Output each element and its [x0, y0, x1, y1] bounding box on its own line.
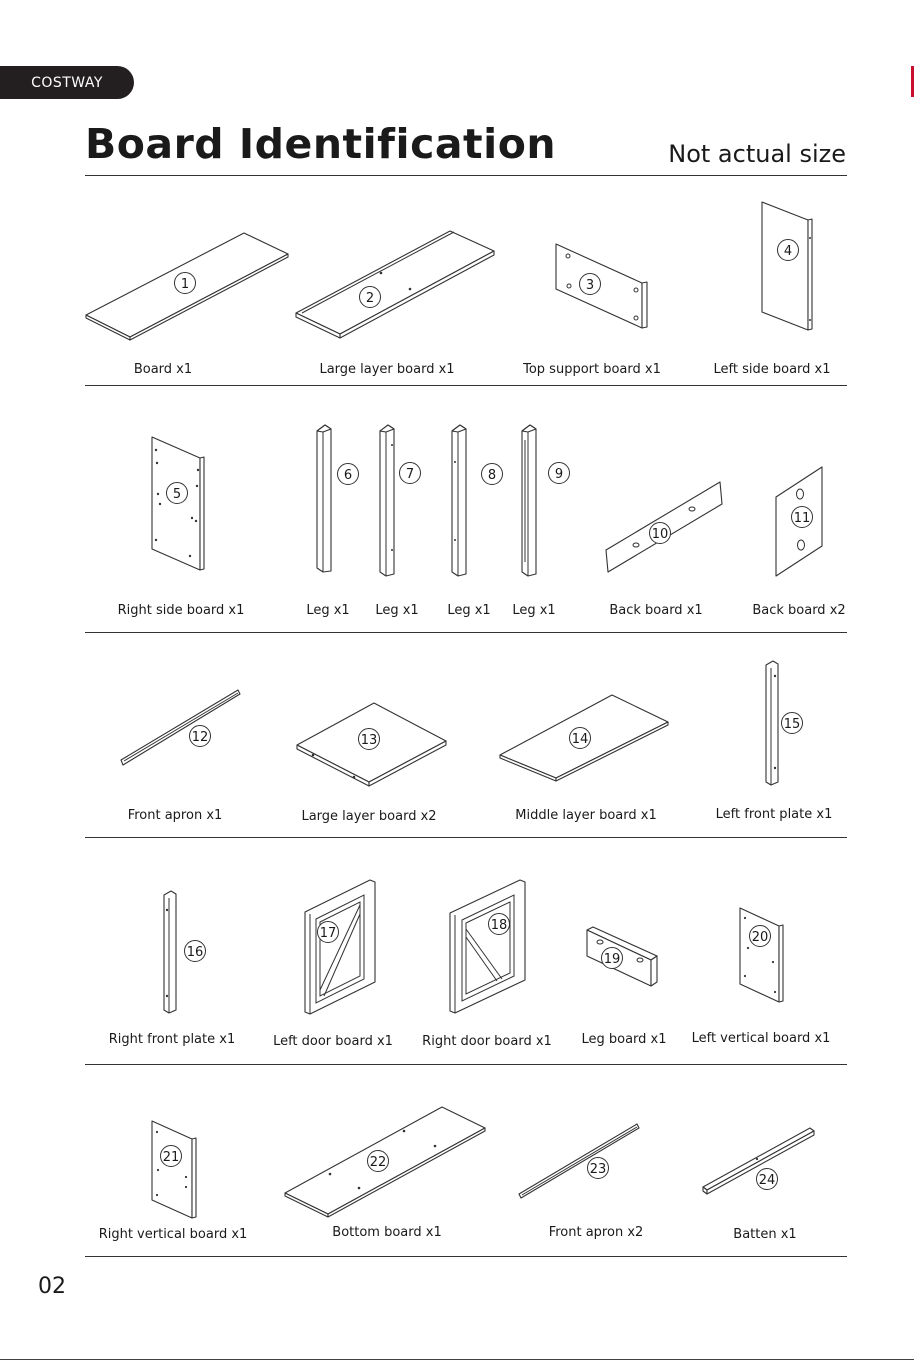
- part-number-badge-14: [570, 728, 591, 749]
- part-number-17: 17: [319, 926, 337, 941]
- part-label-6: Leg x1: [306, 603, 350, 618]
- part-number-badge-4: [778, 240, 799, 261]
- part-number-9: 9: [554, 467, 564, 482]
- part-number-badge-23: [588, 1158, 609, 1179]
- part-9-drawing: [522, 425, 536, 576]
- part-label-17: Left door board x1: [273, 1034, 393, 1049]
- part-18-drawing: [450, 880, 525, 1013]
- part-4-drawing: [762, 202, 812, 330]
- page-title: Board Identification: [85, 120, 557, 168]
- part-label-12: Front apron x1: [127, 808, 223, 823]
- part-15-drawing: [766, 661, 778, 785]
- part-number-24: 24: [758, 1173, 776, 1188]
- part-number-18: 18: [490, 918, 508, 933]
- part-label-20: Left vertical board x1: [691, 1031, 831, 1046]
- part-number-badge-2: [360, 287, 381, 308]
- part-label-22: Bottom board x1: [332, 1225, 442, 1240]
- brand-logo: COSTWAY: [0, 66, 134, 99]
- part-label-19: Leg board x1: [581, 1032, 667, 1047]
- part-number-badge-18: [489, 914, 510, 935]
- part-label-1: Board x1: [133, 362, 193, 377]
- page-number: 02: [38, 1274, 66, 1299]
- part-number-11: 11: [793, 511, 811, 526]
- part-number-badge-17: [318, 922, 339, 943]
- part-number-12: 12: [191, 730, 209, 745]
- part-number-1: 1: [180, 277, 190, 292]
- part-number-13: 13: [360, 733, 378, 748]
- part-23-drawing: [519, 1124, 639, 1198]
- part-number-badge-15: [782, 713, 803, 734]
- part-number-badge-24: [757, 1169, 778, 1190]
- part-number-badge-5: [167, 483, 188, 504]
- part-number-21: 21: [162, 1150, 180, 1165]
- part-label-5: Right side board x1: [117, 603, 245, 618]
- part-number-badge-8: [482, 464, 503, 485]
- part-number-badge-11: [792, 507, 813, 528]
- part-number-14: 14: [571, 732, 589, 747]
- part-number-badge-19: [602, 948, 623, 969]
- part-number-4: 4: [783, 244, 793, 259]
- part-number-22: 22: [369, 1155, 387, 1170]
- part-16-drawing: [164, 891, 176, 1013]
- part-label-4: Left side board x1: [713, 362, 831, 377]
- part-label-7: Leg x1: [375, 603, 419, 618]
- part-label-16: Right front plate x1: [108, 1032, 236, 1047]
- part-label-13: Large layer board x2: [301, 809, 437, 824]
- part-label-23: Front apron x2: [548, 1225, 644, 1240]
- part-20-drawing: [740, 908, 783, 1002]
- part-number-7: 7: [405, 467, 415, 482]
- page-subtitle: Not actual size: [668, 140, 846, 168]
- part-number-2: 2: [365, 291, 375, 306]
- part-label-21: Right vertical board x1: [98, 1227, 248, 1242]
- part-number-badge-1: [175, 273, 196, 294]
- part-6-drawing: [317, 425, 331, 572]
- part-number-15: 15: [783, 717, 801, 732]
- part-17-drawing: [305, 880, 375, 1014]
- part-label-15: Left front plate x1: [715, 807, 833, 822]
- part-number-badge-21: [161, 1146, 182, 1167]
- part-number-8: 8: [487, 468, 497, 483]
- part-label-9: Leg x1: [512, 603, 556, 618]
- part-7-drawing: [380, 425, 394, 576]
- part-label-24: Batten x1: [733, 1227, 797, 1242]
- part-number-badge-7: [400, 463, 421, 484]
- part-number-badge-9: [549, 463, 570, 484]
- part-number-20: 20: [751, 930, 769, 945]
- footer-divider: [0, 1359, 914, 1360]
- part-number-badge-16: [185, 941, 206, 962]
- part-12-drawing: [121, 690, 240, 765]
- part-number-19: 19: [603, 952, 621, 967]
- part-label-8: Leg x1: [447, 603, 491, 618]
- part-number-16: 16: [186, 945, 204, 960]
- part-8-drawing: [452, 425, 466, 576]
- part-21-drawing: [152, 1121, 196, 1218]
- part-number-badge-20: [750, 926, 771, 947]
- part-number-6: 6: [343, 468, 353, 483]
- part-number-badge-10: [650, 523, 671, 544]
- part-number-3: 3: [585, 278, 595, 293]
- part-number-badge-13: [359, 729, 380, 750]
- part-3-drawing: [556, 244, 647, 328]
- part-number-5: 5: [172, 487, 182, 502]
- part-number-badge-6: [338, 464, 359, 485]
- part-label-10: Back board x1: [609, 603, 703, 618]
- part-label-11: Back board x2: [752, 603, 846, 618]
- part-number-badge-22: [368, 1151, 389, 1172]
- part-number-badge-12: [190, 726, 211, 747]
- part-label-3: Top support board x1: [523, 362, 661, 377]
- part-number-badge-3: [580, 274, 601, 295]
- part-number-10: 10: [651, 527, 669, 542]
- part-number-23: 23: [589, 1162, 607, 1177]
- part-label-14: Middle layer board x1: [515, 808, 657, 823]
- part-2-drawing: [296, 231, 494, 338]
- part-label-2: Large layer board x1: [319, 362, 455, 377]
- part-label-18: Right door board x1: [422, 1034, 552, 1049]
